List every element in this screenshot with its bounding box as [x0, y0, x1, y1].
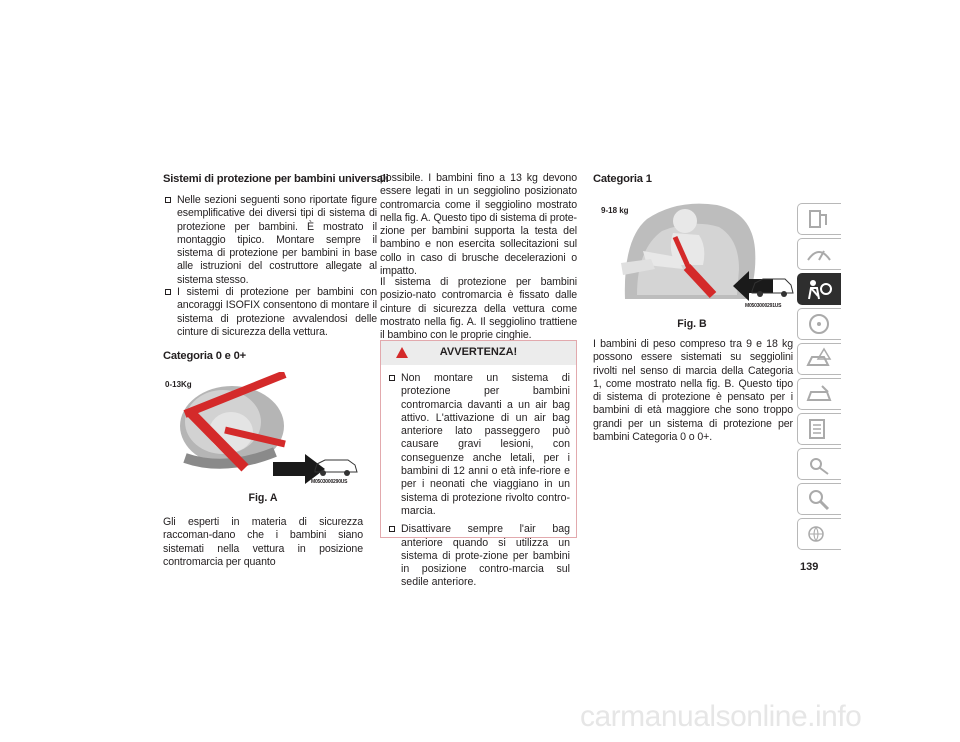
tab-service[interactable]	[797, 378, 841, 410]
forward-facing-seat-illustration	[607, 199, 797, 317]
figure-b-caption: Fig. B	[677, 318, 707, 330]
figure-a-caption: Fig. A	[248, 492, 278, 504]
category-0-heading: Categoria 0 e 0+	[163, 350, 246, 362]
figure-a	[165, 372, 365, 490]
bullet-square-icon	[389, 526, 395, 532]
paragraph: Il sistema di protezione per bambini posizio-nato contromarcia è fissato dalle cinture di sicurezza della vettura come mostrato nella fig. A. Il seggiolino trattiene il bambino con le proprie cinghie.	[380, 276, 577, 342]
tab-languages[interactable]	[797, 518, 841, 550]
tab-specifications[interactable]	[797, 448, 841, 480]
tab-safety[interactable]	[797, 273, 841, 305]
warning-box	[380, 340, 577, 589]
tab-dashboard[interactable]	[797, 238, 841, 270]
figure-a-weight-label: 0-13Kg	[165, 380, 192, 389]
tab-maintenance[interactable]	[797, 413, 841, 445]
category-1-heading: Categoria 1	[593, 173, 652, 185]
wrench-gear-icon	[804, 452, 834, 476]
paragraph: possibile. I bambini fino a 13 kg devono essere legati in un seggiolino posizionato contromarcia come il seggiolino mostrato nella fig. A. Questo tipo di sistema di prote-zione per bambini supporta la testa del bambino e non esercita sollecitazioni sul collo in caso di brusche decelerazioni o impatto.	[380, 172, 577, 278]
bullet-item: I sistemi di protezione per bambini con ancoraggi ISOFIX consentono di montare il sistema di protezione avvalendosi delle cinture di sicurezza della vettura.	[163, 286, 377, 339]
warning-item: Non montare un sistema di protezione per bambini contromarcia davanti a un air bag attivo. L'attivazione di un air bag anteriore lato passeggero può causare gravi lesioni, con conseguenze anche letali, per i bambini di 12 anni o età infe-riore e per i neonati che viaggiano in un sistema di protezione rivolto contro-marcia.	[387, 372, 570, 518]
rear-facing-seat-illustration	[165, 372, 365, 490]
steering-wheel-icon	[804, 312, 834, 336]
warning-body	[381, 365, 576, 590]
figure-b-weight-label: 9-18 kg	[601, 206, 629, 215]
warning-title: AVVERTENZA!	[439, 346, 518, 358]
figure-b	[601, 199, 797, 317]
figure-a-code: M0503000290US	[311, 479, 348, 485]
tab-driving[interactable]	[797, 308, 841, 340]
dashboard-lights-icon	[804, 242, 834, 266]
figure-b-code: M0503000291US	[745, 303, 782, 309]
paragraph: Gli esperti in materia di sicurezza raccoman-dano che i bambini siano sistemati nella vettura in posizione contromarcia per quanto	[163, 516, 363, 568]
warning-header	[381, 341, 576, 365]
bullet-square-icon	[165, 289, 171, 295]
bullet-item: Nelle sezioni seguenti sono riportate figure esemplificative dei diversi tipi di sistema di protezione per bambini. È mostrato il montaggio tipico. Montare sempre il sistema di protezione per bambini in base alle istruzioni del costruttore allegate al sistema stesso.	[163, 194, 377, 287]
paragraph: I bambini di peso compreso tra 9 e 18 kg possono essere sistemati su seggiolini rivolti nel senso di marcia della Categoria 1, come mostrato nella fig. B. Questo tipo di sistema di protezione è pensato per i bambini di età maggiore che sono troppo grandi per un sistema di protezione per bambini Categoria 0 o 0+.	[593, 338, 793, 444]
warning-item: Disattivare sempre l'air bag anteriore quando si utilizza un sistema di prote-zione per bambini in posizione contro-marcia sul sedile anteriore.	[387, 523, 570, 589]
maintenance-list-icon	[804, 417, 834, 441]
section-heading-universal: Sistemi di protezione per bambini universali	[163, 173, 389, 185]
search-index-icon	[804, 487, 834, 511]
page-number: 139	[800, 561, 819, 573]
tab-emergency[interactable]	[797, 343, 841, 375]
car-crash-warning-icon	[804, 347, 834, 371]
fuel-pump-icon	[804, 207, 834, 231]
car-service-icon	[804, 382, 834, 406]
airbag-seatbelt-icon	[804, 277, 834, 301]
language-globe-icon	[804, 522, 834, 546]
tab-fuel[interactable]	[797, 203, 841, 235]
tab-index[interactable]	[797, 483, 841, 515]
watermark: carmanualsonline.info	[580, 700, 862, 733]
bullet-square-icon	[165, 197, 171, 203]
bullet-square-icon	[389, 375, 395, 381]
